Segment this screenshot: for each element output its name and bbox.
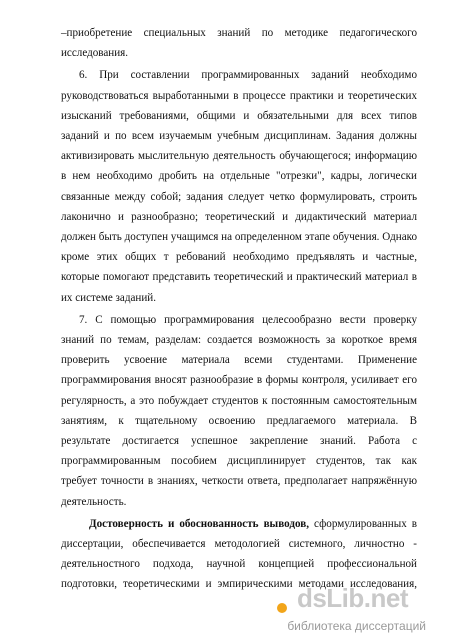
watermark-logo: dsLib.net — [296, 583, 408, 613]
dslib-watermark — [276, 583, 426, 635]
paragraph-reliability — [61, 514, 417, 594]
document-body — [61, 23, 417, 594]
paragraph-intro: –приобретение специальных знаний по методике педагогического исследования. — [61, 27, 417, 60]
paragraph-item-7: 7. С помощью программирования целесообразно вести проверку знаний по темам, разделам: создается возможность за короткое время проверить усвоение материала всеми студентами. Применение программирования вносят разнообразие в формы контроля, усиливает его регулярность, а это побуждает студентов к постоянным самостоятельным занятиям, к тщательному освоению предлагаемого материала. В результате достигается успешное закрепление знаний. Работа с программированным пособием дисциплинирует студентов, так как требует точности в знаниях, четкости ответа, предполагает напряжённую деятельность. — [61, 313, 417, 508]
watermark-subtitle: библиотека диссертаций — [287, 619, 426, 633]
reliability-text: сформулированных в диссертации, обеспечивается методологией системного, личностно - деятельностного подхода, научной концепцией профессиональной подготовки, теоретическими и эмпирическими методами исследования, — [61, 517, 417, 591]
paragraph-item-6: 6. При составлении программированных заданий необходимо руководствоваться выработанными в процессе практики и теоретических изысканий требованиями, общими и обязательными для всех типов заданий и по всем изучаемым учебным дисциплинам. Задания должны активизировать мыслительную деятельность обучающегося; информацию в нем необходимо дробить на отдельные "отрезки", кадры, логически связанные между собой; задания следует четко формулировать, строить лаконично и разнообразно; теоретический и дидактический материал должен быть доступен учащимся на определенном этапе обучения. Однако кроме этих общих т ребований необходимо предъявлять и частные, которые помогают представить теоретический и практический материал в их системе заданий. — [61, 69, 417, 304]
watermark-dot-icon — [277, 603, 287, 613]
reliability-heading: Достоверность и обоснованность выводов, — [89, 517, 310, 530]
